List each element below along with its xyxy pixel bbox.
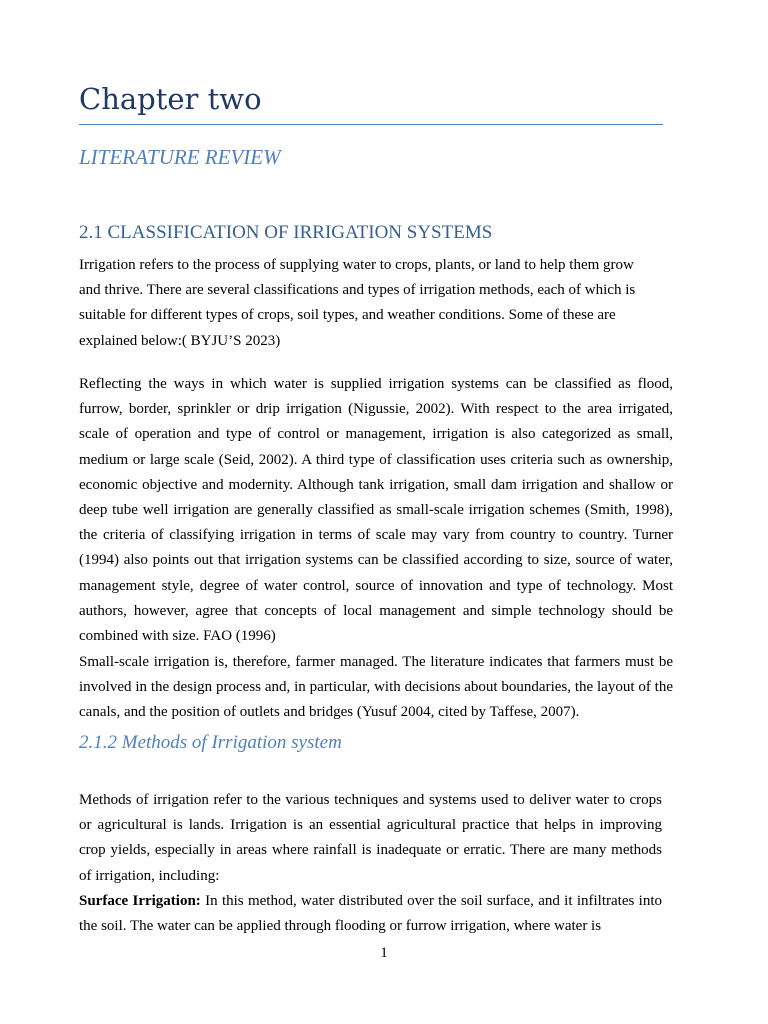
- page-number: 1: [380, 945, 388, 961]
- surface-irrigation-text: In this method, water distributed over the soil surface, and it infiltrates into the soil. The water can be applied through flooding or furrow irrigation, where water is: [79, 893, 662, 935]
- paragraph-methods-intro: Methods of irrigation refer to the various techniques and systems used to deliver water to crops or agricultural is lands. Irrigation is an essential agricultural practice that helps in improving crop yields, especially in areas where rainfall is inadequate or erratic. There are many methods of irrigation, including:: [79, 792, 662, 884]
- paragraph-small-scale: Small-scale irrigation is, therefore, farmer managed. The literature indicates that farmers must be involved in the design process and, in particular, with decisions about boundaries, the layout of the canals, and the position of outlets and bridges (Yusuf 2004, cited by Taffese, 2007).: [79, 654, 673, 721]
- paragraph-classification: Reflecting the ways in which water is supplied irrigation systems can be classified as flood, furrow, border, sprinkler or drip irrigation (Nigussie, 2002). With respect to the area irrigated, scale of operation and type of control or management, irrigation is also categorized as small, medium or large scale (Seid, 2002). A third type of classification uses criteria such as ownership, economic objective and modernity. Although tank irrigation, small dam irrigation and shallow or deep tube well irrigation are generally classified as small-scale irrigation schemes (Smith, 1998), the criteria of classifying irrigation in terms of scale may vary from country to country. Turner (1994) also points out that irrigation systems can be classified according to size, source of water, management style, degree of water control, source of innovation and type of technology. Most authors, however, agree that concepts of local management and simple technology should be combined with size. FAO (1996): [79, 376, 673, 645]
- surface-irrigation-label: Surface Irrigation:: [79, 893, 201, 909]
- paragraph-intro: Irrigation refers to the process of supplying water to crops, plants, or land to help them grow and thrive. There are several classifications and types of irrigation methods, each of which is suitable for different types of crops, soil types, and weather conditions. Some of these are explained below:( BYJU’S 2023): [79, 257, 636, 349]
- section-heading-2-1: 2.1 CLASSIFICATION OF IRRIGATION SYSTEMS: [79, 222, 493, 243]
- chapter-title: Chapter two: [79, 82, 262, 116]
- section-heading-2-1-2: 2.1.2 Methods of Irrigation system: [79, 732, 342, 753]
- title-divider: [79, 124, 663, 125]
- paragraph-surface-irrigation: [79, 889, 662, 939]
- chapter-subtitle: LITERATURE REVIEW: [79, 145, 281, 169]
